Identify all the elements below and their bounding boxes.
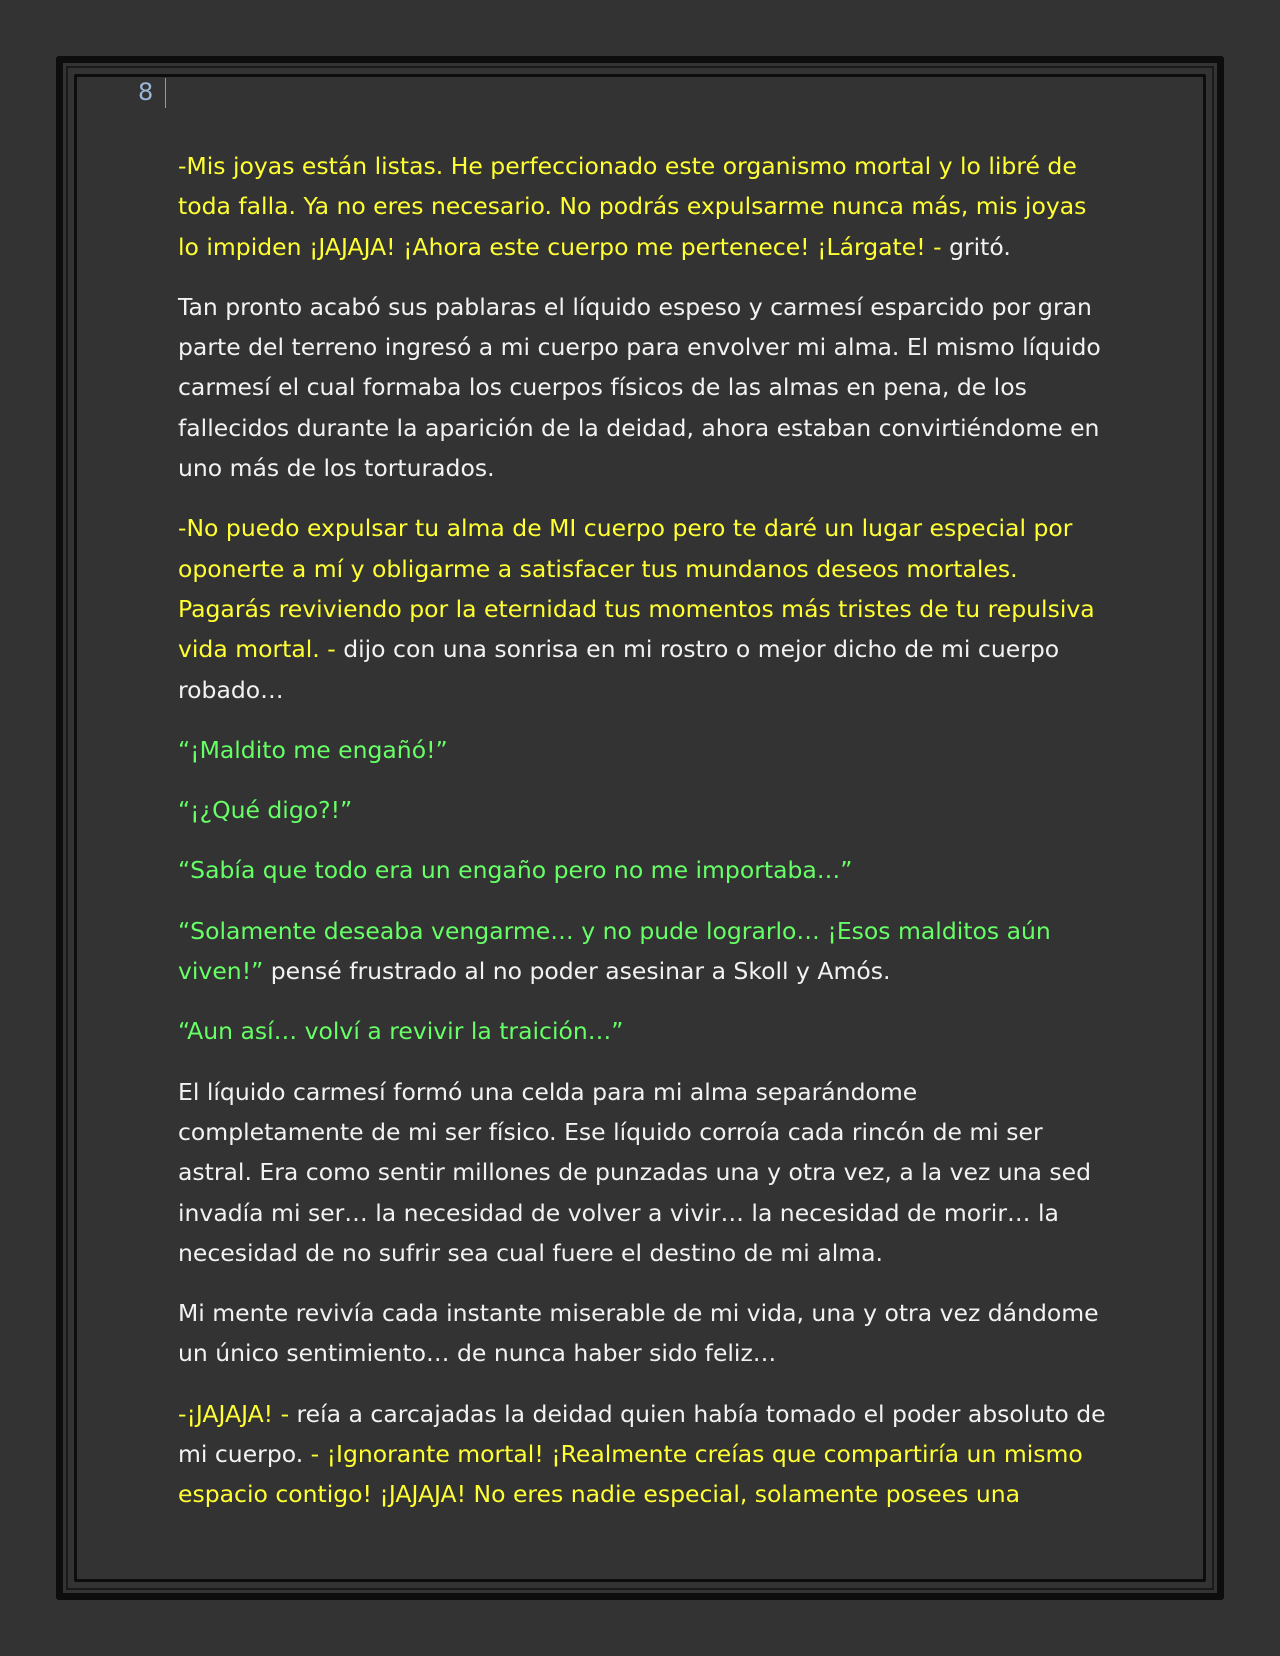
deity-speech: - ¡Ignorante mortal! ¡Realmente creías que compartiría un mismo espacio contigo! ¡JAJAJA! No eres nadie especial, solamente posees una (178, 1440, 1083, 1509)
narration: Tan pronto acabó sus pablaras el líquido espeso y carmesí esparcido por gran parte del terreno ingresó a mi cuerpo para envolver mi alma. El mismo líquido carmesí el cual formaba los cuerpos físicos de las almas en pena, de los fallecidos durante la aparición de la deidad, ahora estaban convirtiéndome en uno más de los torturados. (178, 292, 1101, 483)
paragraph (178, 287, 1108, 488)
paragraph (178, 1394, 1108, 1515)
narration: El líquido carmesí formó una celda para mi alma separándome completamente de mi ser físico. Ese líquido corroía cada rincón de mi ser astral. Era como sentir millones de punzadas una y otra vez, a la vez una sed invadía mi ser… la necesidad de volver a vivir… la necesidad de morir… la necesidad de no sufrir sea cual fuere el destino de mi alma. (178, 1077, 1092, 1267)
paragraph (178, 508, 1108, 709)
narration: dijo con una sonrisa en mi rostro o mejor dicho de mi cuerpo robado… (178, 635, 1060, 704)
paragraph (178, 790, 1108, 830)
thought: “Aun así… volví a revivir la traición…” (178, 1017, 624, 1046)
deity-speech: -No puedo expulsar tu alma de MI cuerpo pero te daré un lugar especial por oponerte a mí y obligarme a satisfacer tus mundanos deseos mortales. Pagarás reviviendo por la eternidad tus momentos más tristes de tu repulsiva vida mortal. - (178, 514, 1095, 664)
narration: reía a carcajadas la deidad quien había tomado el poder absoluto de mi cuerpo. (178, 1399, 1106, 1469)
deity-speech: -¡JAJAJA! - (178, 1399, 297, 1428)
page-number-divider (165, 78, 166, 108)
thought: “Sabía que todo era un engaño pero no me importaba…” (178, 856, 853, 885)
deity-speech: -Mis joyas están listas. He perfeccionado este organismo mortal y lo libré de toda falla. Ya no eres necesario. No podrás expulsarme nunca más, mis joyas lo impiden ¡JAJAJA! ¡Ahora este cuerpo me pertenece! ¡Lárgate! - (178, 152, 1087, 261)
page-text (178, 146, 1108, 1535)
narration: Mi mente revivía cada instante miserable de mi vida, una y otra vez dándome un único sentimiento… de nunca haber sido feliz… (178, 1299, 1099, 1368)
paragraph (178, 1293, 1108, 1374)
paragraph (178, 850, 1108, 890)
paragraph (178, 1011, 1108, 1051)
page-number: 8 (138, 78, 154, 106)
paragraph (178, 146, 1108, 267)
thought: “Solamente deseaba vengarme… y no pude lograrlo… ¡Esos malditos aún viven!” (178, 916, 1051, 986)
paragraph (178, 911, 1108, 992)
thought: “¡¿Qué digo?!” (178, 796, 353, 825)
paragraph (178, 1072, 1108, 1273)
narration: pensé frustrado al no poder asesinar a Skoll y Amós. (270, 957, 891, 986)
thought: “¡Maldito me engañó!” (178, 735, 448, 764)
narration: gritó. (949, 232, 1011, 261)
paragraph (178, 730, 1108, 770)
